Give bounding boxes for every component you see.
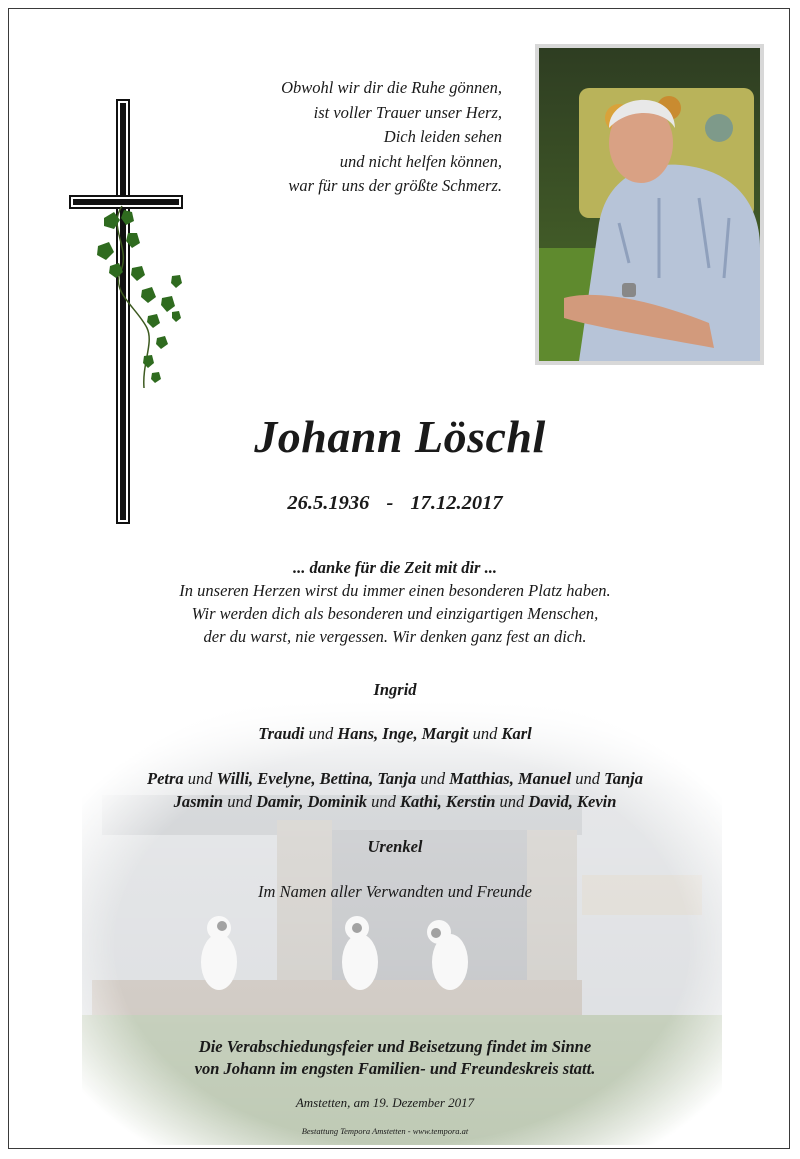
family-grandchildren [0, 767, 790, 813]
birth-date: 26.5.1936 [287, 492, 370, 514]
poem-line: war für uns der größte Schmerz. [288, 176, 502, 195]
poem-line: und nicht helfen können, [339, 151, 502, 171]
portrait-photo [535, 44, 764, 365]
poem [230, 76, 502, 199]
family-relatives: Im Namen aller Verwandten und Freunde [258, 882, 532, 901]
family-children: Traudi und Hans, Inge, Margit und Karl [258, 724, 532, 743]
poem-line: ist voller Trauer unser Herz, [313, 102, 502, 122]
deceased-name: Johann Löschl [254, 411, 546, 462]
memorial-message [0, 556, 790, 648]
message-line: der du warst, nie vergessen. Wir denken ganz fest an dich. [203, 627, 587, 646]
message-line: Wir werden dich als besonderen und einzigartigen Menschen, [191, 604, 599, 623]
family-great-grandchildren: Urenkel [367, 837, 423, 856]
place-and-date: Amstetten, am 19. Dezember 2017 [295, 1095, 475, 1110]
poem-line: Obwohl wir dir die Ruhe gönnen, [281, 78, 502, 97]
closing-line: Die Verabschiedungsfeier und Beisetzung findet im Sinne [198, 1037, 592, 1056]
grandchildren-line: Petra und Willi, Evelyne, Bettina, Tanja und Matthias, Manuel und Tanja [146, 769, 643, 788]
message-lead: ... danke für die Zeit mit dir ... [293, 558, 497, 577]
family-spouse: Ingrid [373, 680, 417, 699]
message-line: In unseren Herzen wirst du immer einen besonderen Platz haben. [179, 581, 611, 600]
closing-line: von Johann im engsten Familien- und Freundeskreis statt. [194, 1059, 596, 1078]
poem-line: Dich leiden sehen [383, 127, 502, 146]
portrait-image [539, 48, 760, 361]
death-date: 17.12.2017 [410, 492, 503, 514]
date-separator: - [386, 492, 394, 514]
grandchildren-line: Jasmin und Damir, Dominik und Kathi, Kerstin und David, Kevin [173, 792, 617, 811]
cross-with-ivy-icon [62, 98, 192, 528]
funeral-home-credit: Bestattung Tempora Amstetten - www.tempora.at [301, 1126, 469, 1136]
life-dates [0, 492, 790, 515]
closing-notice [0, 1036, 790, 1080]
